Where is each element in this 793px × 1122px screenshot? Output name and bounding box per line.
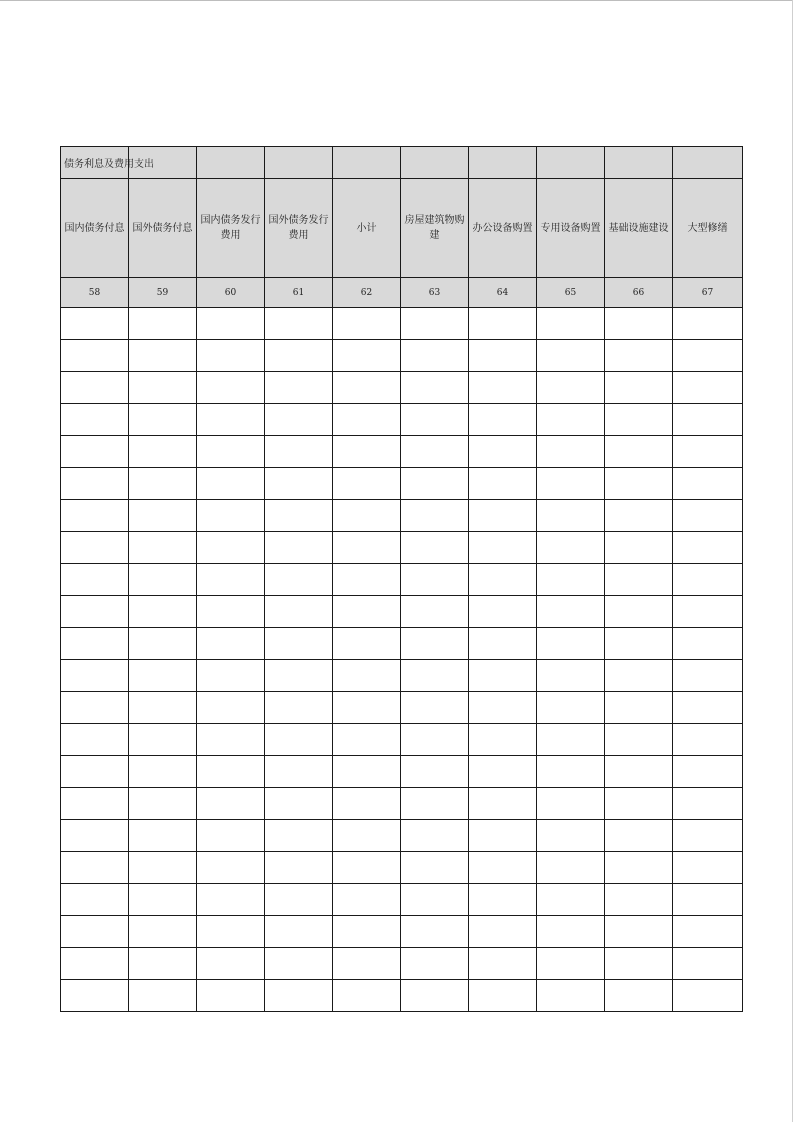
table-cell[interactable]: [605, 916, 673, 948]
table-row: [61, 820, 743, 852]
table-cell[interactable]: [265, 788, 333, 820]
table-cell[interactable]: [469, 372, 537, 404]
table-cell[interactable]: [197, 660, 265, 692]
table-cell[interactable]: [129, 884, 197, 916]
table-cell[interactable]: [401, 628, 469, 660]
group-header-cell: [469, 147, 537, 179]
table-cell[interactable]: [537, 788, 605, 820]
table-cell[interactable]: [61, 980, 129, 1012]
table-row: [61, 756, 743, 788]
column-header: [197, 179, 265, 278]
table-cell[interactable]: [673, 916, 743, 948]
table-cell[interactable]: [129, 468, 197, 500]
table-cell[interactable]: [401, 308, 469, 340]
group-header-cell: [333, 147, 401, 179]
table-row: [61, 500, 743, 532]
table-cell[interactable]: [401, 724, 469, 756]
table-cell[interactable]: [61, 372, 129, 404]
table-cell[interactable]: [537, 820, 605, 852]
table-cell[interactable]: [673, 404, 743, 436]
group-title: 债务利息及费用支出: [64, 159, 154, 170]
table-cell[interactable]: [605, 756, 673, 788]
table-cell[interactable]: [401, 500, 469, 532]
table-cell[interactable]: [265, 660, 333, 692]
table-cell[interactable]: [197, 852, 265, 884]
table-cell[interactable]: [265, 884, 333, 916]
table-cell[interactable]: [469, 500, 537, 532]
table-cell[interactable]: [605, 308, 673, 340]
table-cell[interactable]: [537, 436, 605, 468]
table-cell[interactable]: [401, 660, 469, 692]
table-row: [61, 724, 743, 756]
table-cell[interactable]: [469, 468, 537, 500]
table-cell[interactable]: [333, 916, 401, 948]
table-cell[interactable]: [333, 628, 401, 660]
table-cell[interactable]: [333, 692, 401, 724]
table-cell[interactable]: [469, 724, 537, 756]
table-cell[interactable]: [469, 980, 537, 1012]
table-cell[interactable]: [265, 308, 333, 340]
column-header: [673, 179, 743, 278]
table-cell[interactable]: [129, 916, 197, 948]
table-cell[interactable]: [469, 852, 537, 884]
table-cell[interactable]: [129, 788, 197, 820]
table-cell[interactable]: [469, 948, 537, 980]
table-cell[interactable]: [401, 916, 469, 948]
table-cell[interactable]: [605, 404, 673, 436]
table-cell[interactable]: [537, 980, 605, 1012]
table-cell[interactable]: [129, 692, 197, 724]
table-cell[interactable]: [333, 404, 401, 436]
table-cell[interactable]: [673, 724, 743, 756]
table-cell[interactable]: [333, 788, 401, 820]
table-cell[interactable]: [537, 564, 605, 596]
table-cell[interactable]: [469, 628, 537, 660]
table-cell[interactable]: [61, 756, 129, 788]
table-cell[interactable]: [605, 596, 673, 628]
group-header-cell: [265, 147, 333, 179]
table-cell[interactable]: [265, 564, 333, 596]
table-cell[interactable]: [673, 468, 743, 500]
table-cell[interactable]: [469, 308, 537, 340]
table-cell[interactable]: [333, 308, 401, 340]
table-cell[interactable]: [265, 372, 333, 404]
table-cell[interactable]: [605, 788, 673, 820]
table-row: [61, 884, 743, 916]
column-header-row: [61, 179, 743, 278]
column-number: 65: [537, 278, 605, 308]
table-cell[interactable]: [129, 404, 197, 436]
table-cell[interactable]: [469, 884, 537, 916]
column-header-label: 办公设备购置: [472, 222, 533, 234]
column-header: [265, 179, 333, 278]
table-cell[interactable]: [197, 788, 265, 820]
table-cell[interactable]: [673, 308, 743, 340]
table-cell[interactable]: [673, 436, 743, 468]
table-cell[interactable]: [401, 692, 469, 724]
table-cell[interactable]: [333, 340, 401, 372]
column-header: [401, 179, 469, 278]
column-number: 64: [469, 278, 537, 308]
table-cell[interactable]: [469, 340, 537, 372]
table-cell[interactable]: [469, 404, 537, 436]
table-cell[interactable]: [61, 916, 129, 948]
table-cell[interactable]: [469, 436, 537, 468]
table-cell[interactable]: [605, 532, 673, 564]
table-cell[interactable]: [61, 692, 129, 724]
table-cell[interactable]: [61, 948, 129, 980]
table-cell[interactable]: [537, 340, 605, 372]
table-cell[interactable]: [61, 852, 129, 884]
column-number: 61: [265, 278, 333, 308]
table-cell[interactable]: [537, 948, 605, 980]
table-cell[interactable]: [61, 660, 129, 692]
table-cell[interactable]: [61, 500, 129, 532]
table-cell[interactable]: [197, 916, 265, 948]
group-header-cell: [197, 147, 265, 179]
table-cell[interactable]: [61, 532, 129, 564]
table-cell[interactable]: [673, 756, 743, 788]
table-cell[interactable]: [469, 660, 537, 692]
column-header-label: 基础设施建设: [608, 222, 669, 234]
table-cell[interactable]: [61, 884, 129, 916]
column-header: [537, 179, 605, 278]
table-cell[interactable]: [129, 500, 197, 532]
table-cell[interactable]: [333, 820, 401, 852]
table-cell[interactable]: [61, 724, 129, 756]
table-cell[interactable]: [333, 564, 401, 596]
table-row: [61, 308, 743, 340]
table-cell[interactable]: [401, 596, 469, 628]
table-cell[interactable]: [537, 532, 605, 564]
table-cell[interactable]: [469, 820, 537, 852]
table-cell[interactable]: [61, 820, 129, 852]
table-row: [61, 596, 743, 628]
table-cell[interactable]: [197, 436, 265, 468]
table-cell[interactable]: [197, 884, 265, 916]
table-cell[interactable]: [401, 436, 469, 468]
table-cell[interactable]: [61, 468, 129, 500]
table-cell[interactable]: [333, 852, 401, 884]
table-cell[interactable]: [197, 340, 265, 372]
table-cell[interactable]: [61, 596, 129, 628]
expenditure-table: [60, 146, 743, 1012]
table-cell[interactable]: [129, 372, 197, 404]
table-cell[interactable]: [605, 884, 673, 916]
table-cell[interactable]: [129, 660, 197, 692]
table-cell[interactable]: [673, 500, 743, 532]
table-cell[interactable]: [129, 308, 197, 340]
table-cell[interactable]: [469, 596, 537, 628]
column-header: [61, 179, 129, 278]
table-cell[interactable]: [197, 692, 265, 724]
table-cell[interactable]: [265, 404, 333, 436]
table-cell[interactable]: [333, 980, 401, 1012]
table-cell[interactable]: [333, 948, 401, 980]
column-number: 58: [61, 278, 129, 308]
table-cell[interactable]: [265, 436, 333, 468]
table-cell[interactable]: [673, 852, 743, 884]
column-header-label: 房屋建筑物购建: [404, 215, 465, 241]
table-cell[interactable]: [401, 980, 469, 1012]
table-cell[interactable]: [673, 820, 743, 852]
table-cell[interactable]: [537, 596, 605, 628]
table-cell[interactable]: [673, 884, 743, 916]
table-cell[interactable]: [265, 724, 333, 756]
table-cell[interactable]: [469, 532, 537, 564]
column-header-label: 小计: [356, 222, 377, 234]
table-cell[interactable]: [401, 852, 469, 884]
table-cell[interactable]: [673, 596, 743, 628]
group-header-cell: [537, 147, 605, 179]
table-cell[interactable]: [605, 628, 673, 660]
table-cell[interactable]: [129, 980, 197, 1012]
table-cell[interactable]: [129, 564, 197, 596]
column-header-label: 大型修缮: [687, 222, 728, 234]
column-number: 66: [605, 278, 673, 308]
table-cell[interactable]: [61, 564, 129, 596]
column-number: 62: [333, 278, 401, 308]
table-cell[interactable]: [129, 820, 197, 852]
column-header: [605, 179, 673, 278]
table-cell[interactable]: [401, 820, 469, 852]
table-cell[interactable]: [401, 340, 469, 372]
table-cell[interactable]: [333, 756, 401, 788]
table-cell[interactable]: [401, 532, 469, 564]
table-cell[interactable]: [197, 948, 265, 980]
table-cell[interactable]: [129, 756, 197, 788]
table-cell[interactable]: [333, 468, 401, 500]
table-cell[interactable]: [197, 372, 265, 404]
table-cell[interactable]: [673, 340, 743, 372]
table-cell[interactable]: [537, 500, 605, 532]
table-cell[interactable]: [197, 724, 265, 756]
table-cell[interactable]: [673, 372, 743, 404]
group-header-cell: [605, 147, 673, 179]
table-cell[interactable]: [129, 628, 197, 660]
table-cell[interactable]: [197, 820, 265, 852]
table-cell[interactable]: [197, 596, 265, 628]
table-cell[interactable]: [401, 468, 469, 500]
table-cell[interactable]: [129, 724, 197, 756]
table-cell[interactable]: [265, 852, 333, 884]
table-cell[interactable]: [129, 340, 197, 372]
table-row: [61, 532, 743, 564]
column-number: 67: [673, 278, 743, 308]
table-cell[interactable]: [673, 564, 743, 596]
table-cell[interactable]: [197, 308, 265, 340]
table-row: [61, 404, 743, 436]
table-row: [61, 948, 743, 980]
table-row: [61, 468, 743, 500]
group-header-row: [61, 147, 743, 179]
group-header-cell: [673, 147, 743, 179]
table-cell[interactable]: [605, 340, 673, 372]
table-cell[interactable]: [333, 884, 401, 916]
table-cell[interactable]: [197, 468, 265, 500]
table-cell[interactable]: [265, 820, 333, 852]
table-cell[interactable]: [401, 948, 469, 980]
table-cell[interactable]: [673, 980, 743, 1012]
table-cell[interactable]: [333, 500, 401, 532]
table-cell[interactable]: [605, 500, 673, 532]
table-cell[interactable]: [605, 436, 673, 468]
table-cell[interactable]: [197, 756, 265, 788]
table-cell[interactable]: [605, 372, 673, 404]
table-row: [61, 788, 743, 820]
table-cell[interactable]: [469, 564, 537, 596]
column-number: 60: [197, 278, 265, 308]
table-cell[interactable]: [469, 692, 537, 724]
table-cell[interactable]: [401, 404, 469, 436]
table-cell[interactable]: [61, 340, 129, 372]
table-cell[interactable]: [537, 884, 605, 916]
table-cell[interactable]: [197, 564, 265, 596]
table-cell[interactable]: [61, 436, 129, 468]
table-cell[interactable]: [61, 308, 129, 340]
table-cell[interactable]: [605, 660, 673, 692]
table-cell[interactable]: [61, 628, 129, 660]
table-row: [61, 436, 743, 468]
table-cell[interactable]: [265, 948, 333, 980]
table-cell[interactable]: [129, 852, 197, 884]
table-cell[interactable]: [673, 532, 743, 564]
table-cell[interactable]: [605, 692, 673, 724]
group-header-cell: [401, 147, 469, 179]
table-cell[interactable]: [537, 724, 605, 756]
table-cell[interactable]: [265, 596, 333, 628]
table-row: [61, 340, 743, 372]
table-cell[interactable]: [333, 724, 401, 756]
table-cell[interactable]: [197, 980, 265, 1012]
table-cell[interactable]: [537, 308, 605, 340]
table-cell[interactable]: [537, 628, 605, 660]
column-number: 59: [129, 278, 197, 308]
table-cell[interactable]: [469, 788, 537, 820]
column-number: 63: [401, 278, 469, 308]
table-cell[interactable]: [401, 372, 469, 404]
table-cell[interactable]: [605, 852, 673, 884]
column-number-row: [61, 278, 743, 308]
table-row: [61, 628, 743, 660]
table-cell[interactable]: [401, 788, 469, 820]
table-cell[interactable]: [605, 820, 673, 852]
table-row: [61, 372, 743, 404]
table-cell[interactable]: [401, 564, 469, 596]
table-cell[interactable]: [333, 436, 401, 468]
table-cell[interactable]: [265, 692, 333, 724]
table-cell[interactable]: [197, 404, 265, 436]
table-cell[interactable]: [265, 628, 333, 660]
table-cell[interactable]: [537, 852, 605, 884]
column-header-label: 专用设备购置: [540, 222, 601, 234]
table-cell[interactable]: [197, 500, 265, 532]
table-cell[interactable]: [537, 756, 605, 788]
table-cell[interactable]: [129, 436, 197, 468]
column-header-label: 国内债务发行费用: [200, 215, 261, 241]
table-cell[interactable]: [469, 756, 537, 788]
table-cell[interactable]: [129, 596, 197, 628]
column-header-label: 国内债务付息: [64, 222, 125, 234]
column-header-label: 国外债务付息: [132, 222, 193, 234]
table-cell[interactable]: [129, 532, 197, 564]
table-cell[interactable]: [333, 532, 401, 564]
table-row: [61, 980, 743, 1012]
table-cell[interactable]: [265, 756, 333, 788]
table-row: [61, 660, 743, 692]
table-cell[interactable]: [265, 500, 333, 532]
table-cell[interactable]: [537, 916, 605, 948]
table-cell[interactable]: [469, 916, 537, 948]
table-cell[interactable]: [197, 628, 265, 660]
column-header-label: 国外债务发行费用: [268, 215, 329, 241]
table-cell[interactable]: [333, 660, 401, 692]
table-cell[interactable]: [333, 372, 401, 404]
table-cell[interactable]: [537, 404, 605, 436]
table-cell[interactable]: [537, 660, 605, 692]
table-row: [61, 916, 743, 948]
table-cell[interactable]: [605, 468, 673, 500]
table-cell[interactable]: [673, 948, 743, 980]
table-cell[interactable]: [605, 564, 673, 596]
table-cell[interactable]: [537, 468, 605, 500]
table-cell[interactable]: [605, 948, 673, 980]
table-row: [61, 564, 743, 596]
table-cell[interactable]: [673, 628, 743, 660]
table-cell[interactable]: [265, 468, 333, 500]
group-title-cell: [61, 147, 154, 179]
table-cell[interactable]: [265, 340, 333, 372]
column-header: [129, 179, 197, 278]
table-row: [61, 692, 743, 724]
table-cell[interactable]: [129, 948, 197, 980]
table-row: [61, 852, 743, 884]
table-cell[interactable]: [605, 724, 673, 756]
table-cell[interactable]: [605, 980, 673, 1012]
page-edge-top: [0, 0, 793, 1]
column-header: [333, 179, 401, 278]
table-cell[interactable]: [673, 660, 743, 692]
table-cell[interactable]: [197, 532, 265, 564]
table-cell[interactable]: [673, 692, 743, 724]
table-cell[interactable]: [537, 372, 605, 404]
table-cell[interactable]: [673, 788, 743, 820]
table-cell[interactable]: [401, 884, 469, 916]
table-cell[interactable]: [265, 980, 333, 1012]
table-cell[interactable]: [537, 692, 605, 724]
table-cell[interactable]: [401, 756, 469, 788]
table-cell[interactable]: [265, 532, 333, 564]
column-header: [469, 179, 537, 278]
table-cell[interactable]: [265, 916, 333, 948]
table-cell[interactable]: [61, 788, 129, 820]
table-cell[interactable]: [61, 404, 129, 436]
table-cell[interactable]: [333, 596, 401, 628]
